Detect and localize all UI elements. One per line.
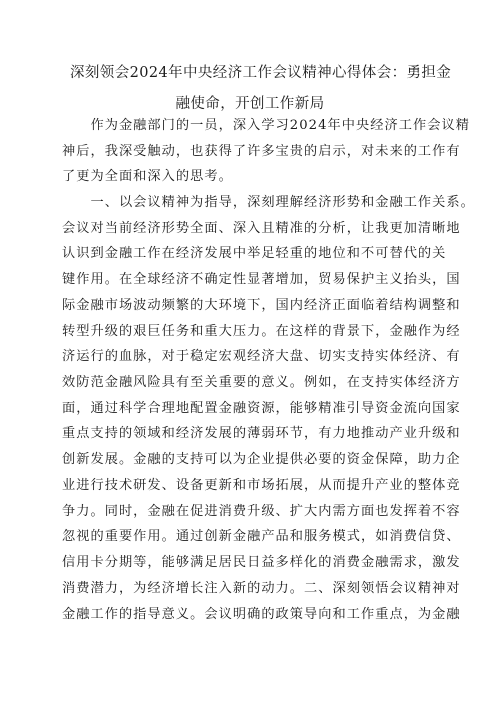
title-line-2: 融使命，开创工作新局 (175, 96, 325, 112)
body-line: 效防范金融风险具有至关重要的意义。例如，在支持实体经济方 (62, 375, 461, 390)
body-line: 面，通过科学合理地配置金融资源，能够精准引导资金流向国家 (62, 401, 461, 416)
body-line: 神后，我深受触动，也获得了许多宝贵的启示，对未来的工作有 (62, 144, 461, 159)
body-line: 认识到金融工作在经济发展中举足轻重的地位和不可替代的关 (62, 246, 447, 261)
body-line: 创新发展。金融的支持可以为企业提供必要的资金保障，助力企 (62, 452, 461, 467)
body-line: 济运行的血脉，对于稳定宏观经济大盘、切实支持实体经济、有 (62, 349, 461, 364)
body-line: 了更为全面和深入的思考。 (62, 169, 233, 184)
body-line: 金融工作的指导意义。会议明确的政策导向和工作重点，为金融 (62, 607, 461, 622)
body-line: 信用卡分期等，能够满足居民日益多样化的消费金融需求，激发 (62, 555, 461, 570)
body-line: 消费潜力，为经济增长注入新的动力。二、深刻领悟会议精神对 (62, 581, 461, 596)
body-line: 作为金融部门的一员，深入学习2024年中央经济工作会议精 (62, 118, 470, 133)
body-line: 键作用。在全球经济不确定性显著增加，贸易保护主义抬头，国 (62, 272, 461, 287)
body-line: 会议对当前经济形势全面、深入且精准的分析，让我更加清晰地 (62, 221, 461, 236)
body-line: 业进行技术研发、设备更新和市场拓展，从而提升产业的整体竞 (62, 478, 461, 493)
body-line: 争力。同时，金融在促进消费升级、扩大内需方面也发挥着不容 (62, 504, 461, 519)
body-line: 转型升级的艰巨任务和重大压力。在这样的背景下，金融作为经 (62, 324, 461, 339)
body-line: 忽视的重要作用。通过创新金融产品和服务模式，如消费信贷、 (62, 529, 461, 544)
body-line: 际金融市场波动频繁的大环境下，国内经济正面临着结构调整和 (62, 298, 461, 313)
body-line: 一、以会议精神为指导，深刻理解经济形势和金融工作关系。 (62, 195, 475, 210)
body-line: 重点支持的领域和经济发展的薄弱环节，有力地推动产业升级和 (62, 426, 461, 441)
title-line-1: 深刻领会2024年中央经济工作会议精神心得体会：勇担金 (70, 65, 452, 81)
